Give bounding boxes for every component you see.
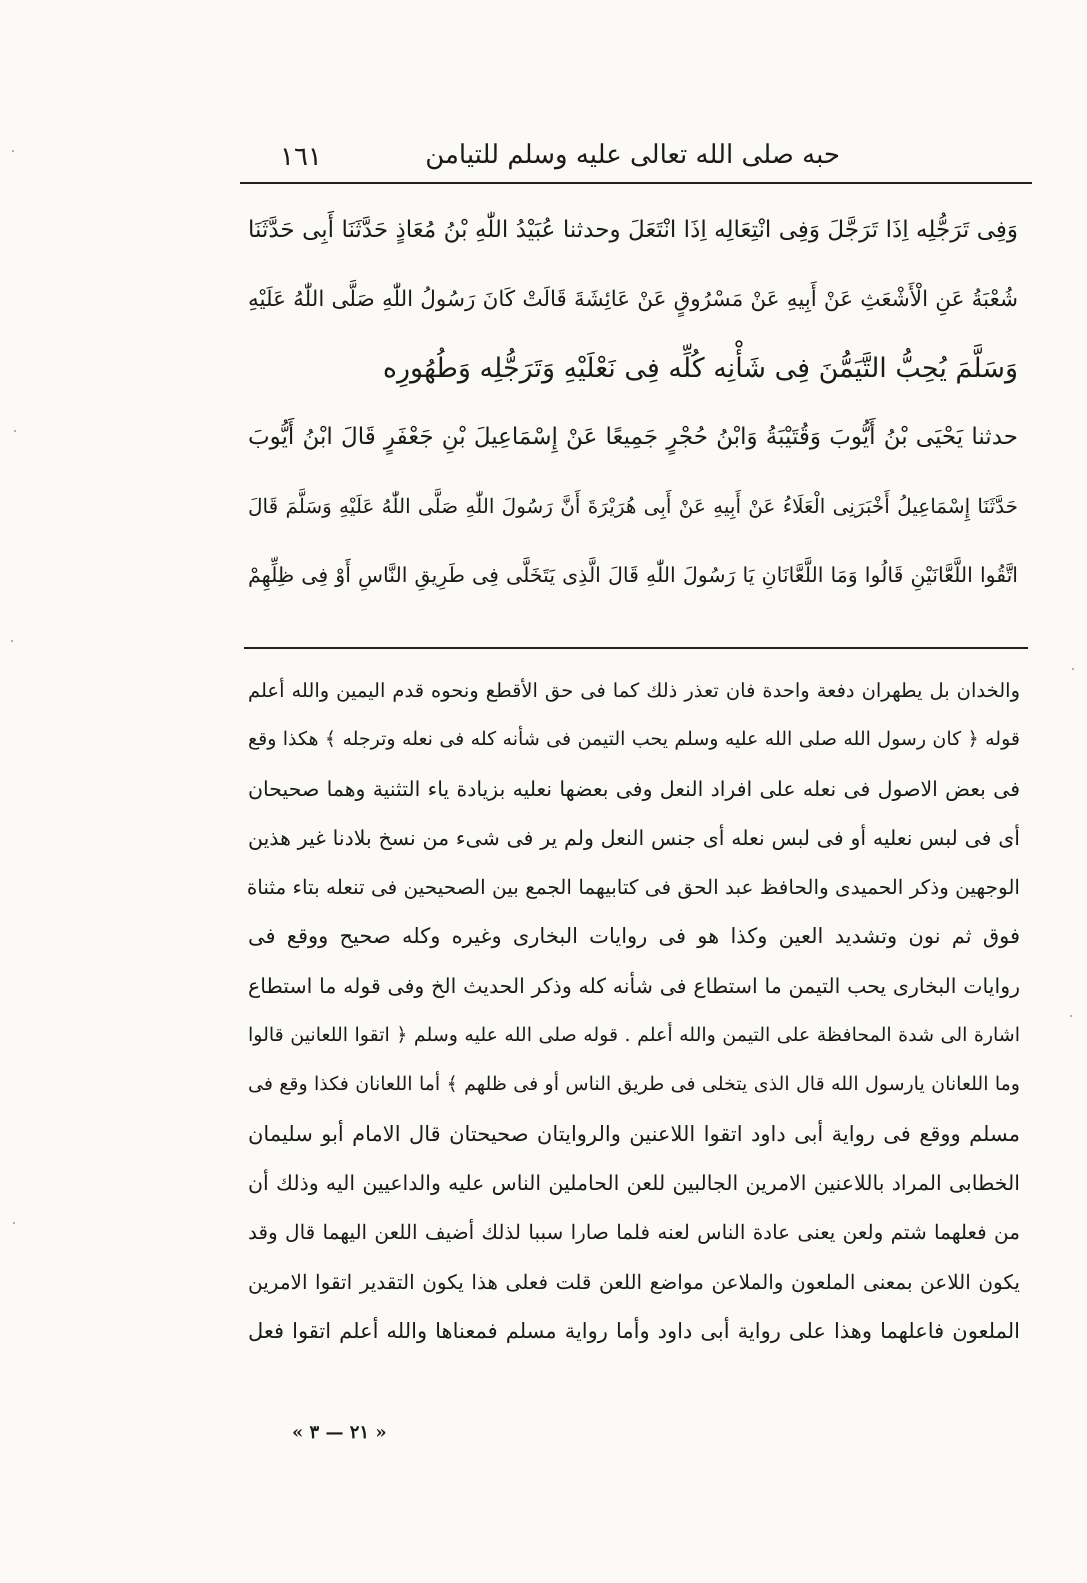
section-divider bbox=[244, 647, 1028, 649]
commentary-line: من فعلهما شتم ولعن يعنى عادة الناس لعنه فلما صارا سببا لذلك أضيف اللعن اليهما قال وقد bbox=[248, 1220, 1020, 1245]
scan-speck bbox=[13, 1222, 15, 1224]
hadith-line: شُعْبَةُ عَنِ الْأَشْعَثِ عَنْ أَبِيهِ عَنْ مَسْرُوقٍ عَنْ عَائِشَةَ قَالَتْ كَانَ رَسُولُ اللّٰهِ صَلَّى اللّٰهُ عَلَيْهِ bbox=[248, 287, 1018, 312]
commentary-line: يكون اللاعن بمعنى الملعون والملاعن مواضع اللعن قلت فعلى هذا يكون التقدير اتقوا الامرين bbox=[248, 1269, 1020, 1294]
commentary-line: أى فى لبس نعليه أو فى لبس نعله أى جنس النعل ولم ير فى شىء من نسخ بلادنا غير هذين bbox=[248, 825, 1020, 850]
page-number: ١٦١ bbox=[280, 142, 322, 172]
running-head: حبه صلى الله تعالى عليه وسلم للتيامن bbox=[425, 140, 840, 170]
hadith-line: حدثنا يَحْيَى بْنُ أَيُّوبَ وَقُتَيْبَةُ وَابْنُ حُجْرٍ جَمِيعًا عَنْ إِسْمَاعِيلَ بْنِ جَعْفَرٍ قَالَ ابْنُ أَيُّوبَ bbox=[248, 424, 1018, 450]
scan-speck bbox=[1072, 668, 1074, 670]
header-rule bbox=[240, 182, 1032, 184]
commentary-line: فوق ثم نون وتشديد العين وكذا هو فى روايات البخارى وغيره وكله صحيح ووقع فى bbox=[248, 924, 1020, 949]
commentary-line: وما اللعانان يارسول الله قال الذى يتخلى فى طريق الناس أو فى ظلهم ﴾ أما اللعانان فكذا وقع فى bbox=[248, 1073, 1020, 1096]
page-header bbox=[240, 128, 1030, 182]
scan-speck bbox=[14, 430, 16, 432]
scan-speck bbox=[1070, 1015, 1072, 1017]
commentary-line: الوجهين وذكر الحميدى والحافظ عبد الحق فى كتابيهما الجمع بين الصحيحين فى تنعله بتاء مثناة bbox=[246, 875, 1020, 900]
scan-speck bbox=[11, 640, 13, 642]
commentary-line: قوله ﴿ كان رسول الله صلى الله عليه وسلم يحب التيمن فى شأنه كله فى نعله وترجله ﴾ هكذا وقع bbox=[248, 728, 1020, 751]
commentary-line: اشارة الى شدة المحافظة على التيمن والله أعلم . قوله صلى الله عليه وسلم ﴿ اتقوا اللعانين قالوا bbox=[248, 1024, 1020, 1047]
commentary-line: الخطابى المراد باللاعنين الامرين الجالبين للعن الحاملين الناس عليه والداعيين اليه وذلك أن bbox=[248, 1170, 1020, 1195]
hadith-line: وَسَلَّمَ يُحِبُّ التَّيَمُّنَ فِى شَأْنِه كُلِّه فِى نَعْلَيْهِ وَتَرَجُّلِه وَطُهُورِه bbox=[382, 353, 1018, 384]
scan-speck bbox=[12, 150, 14, 152]
commentary-line: والخدان بل يطهران دفعة واحدة فان تعذر ذلك كما فى حق الأقطع ونحوه قدم اليمين والله أعلم bbox=[248, 679, 1020, 702]
commentary-line: فى بعض الاصول فى نعله على افراد النعل وفى بعضها نعليه بزيادة ياء التثنية وهما صحيحان bbox=[248, 776, 1020, 801]
commentary-line: الملعون فاعلهما وهذا على رواية أبى داود وأما رواية مسلم فمعناها والله أعلم اتقوا فعل bbox=[248, 1318, 1020, 1343]
commentary-line: روايات البخارى يحب التيمن ما استطاع فى شأنه كله وذكر الحديث الخ وفى قوله ما استطاع bbox=[248, 973, 1020, 998]
commentary-text bbox=[248, 666, 1020, 1356]
signature-mark: « ٢١ — ٣ » bbox=[292, 1422, 387, 1443]
hadith-line: حَدَّثَنَا إِسْمَاعِيلُ أَخْبَرَنِى الْعَلَاءُ عَنْ أَبِيهِ عَنْ أَبِى هُرَيْرَةَ أَنَّ رَسُولَ اللّٰهِ صَلَّى اللّٰهُ عَلَيْهِ وَسَلَّمَ قَالَ bbox=[248, 494, 1018, 518]
hadith-line: اتَّقُوا اللَّعَّانَيْنِ قَالُوا وَمَا اللَّعَّانَانِ يَا رَسُولَ اللّٰهِ قَالَ الَّذِى يَتَخَلَّى فِى طَرِيقِ النَّاسِ أَوْ فِى ظِلِّهِمْ bbox=[248, 563, 1018, 587]
commentary-line: مسلم ووقع فى رواية أبى داود اتقوا اللاعنين والروايتان صحيحتان قال الامام أبو سليمان bbox=[248, 1121, 1020, 1146]
hadith-text bbox=[248, 196, 1018, 610]
hadith-line: وَفِى تَرَجُّلِه اِذَا تَرَجَّلَ وَفِى انْتِعَالِه اِذَا انْتَعَلَ وحدثنا عُبَيْدُ اللّٰهِ بْنُ مُعَاذٍ حَدَّثَنَا أَبِى حَدَّثَنَا bbox=[248, 217, 1018, 243]
